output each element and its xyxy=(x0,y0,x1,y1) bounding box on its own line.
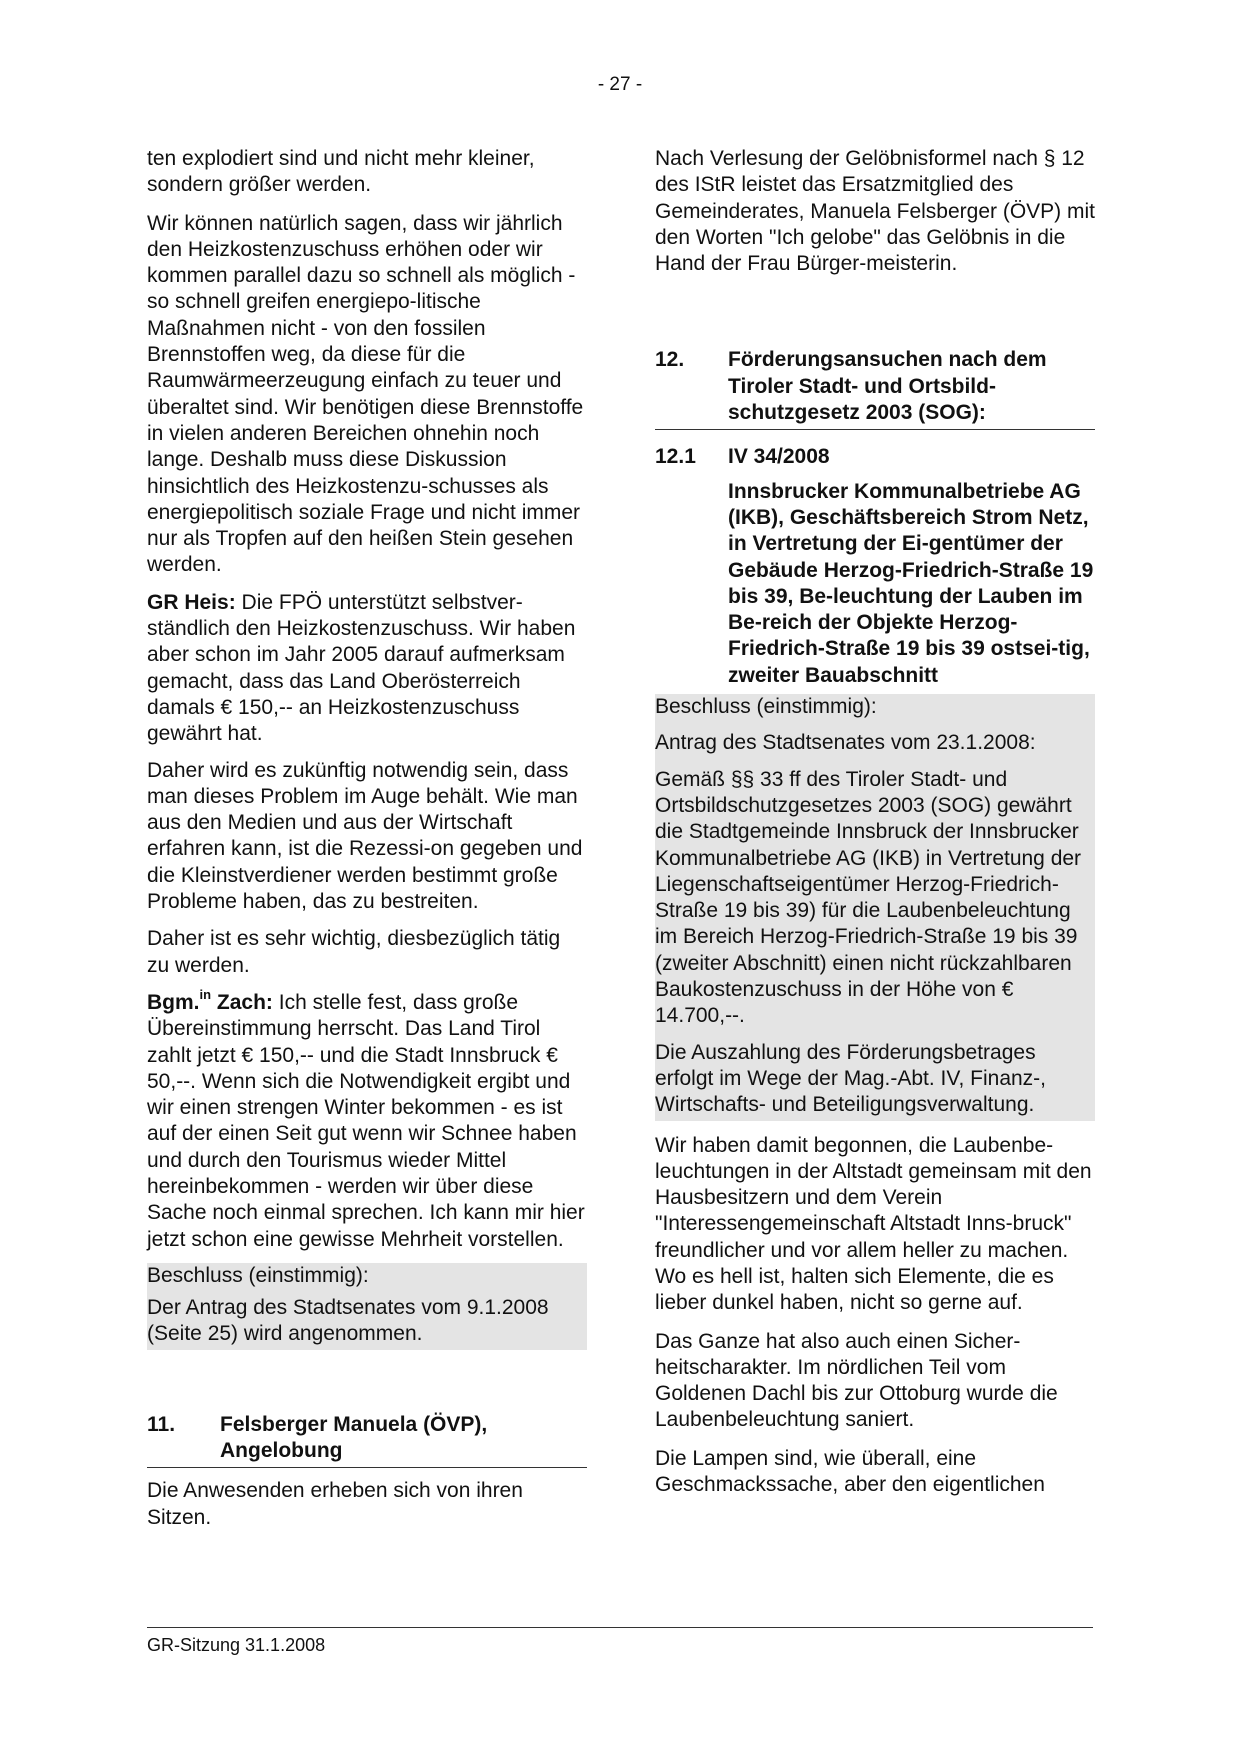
speech-zach xyxy=(147,986,587,1253)
paragraph: Daher wird es zukünftig notwendig sein, dass man dieses Problem im Auge behält. Wie man aus den Medien und aus der Wirtschaft erfahren kann, ist die Rezessi-on gegeben und die Kleinstverdiener werden bestimmt große Probleme haben, das zu bestreiten. xyxy=(147,758,583,914)
section-heading-11 xyxy=(147,1412,587,1469)
paragraph: Die Lampen sind, wie überall, eine Geschmackssache, aber den eigentlichen xyxy=(655,1446,1045,1497)
right-column xyxy=(655,146,1095,1508)
decision-text: Der Antrag des Stadtsenates vom 9.1.2008 (Seite 25) wird angenommen. xyxy=(147,1295,587,1350)
paragraph: Daher ist es sehr wichtig, diesbezüglich tätig zu werden. xyxy=(147,927,561,977)
decision-label: Beschluss (einstimmig): xyxy=(655,694,1095,730)
paragraph: Die Anwesenden erheben sich von ihren Sitzen. xyxy=(147,1479,523,1529)
motion-text: Antrag des Stadtsenates vom 23.1.2008: xyxy=(655,730,1095,766)
speaker-title-suffix: in xyxy=(199,986,212,1002)
footer: GR-Sitzung 31.1.2008 xyxy=(147,1635,326,1655)
speaker-surname: Zach: xyxy=(211,990,273,1014)
paragraph: Wir haben damit begonnen, die Laubenbe-leuchtungen in der Altstadt gemeinsam mit den Hausbesitzern und dem Verein "Interessengemeinschaft Altstadt Inns-bruck" freundlicher und vor allem heller zu machen. Wo es hell ist, halten sich Elemente, die es lieber dunkel haben, nicht so gerne auf. xyxy=(655,1133,1092,1315)
left-column xyxy=(147,146,587,1541)
section-title: Felsberger Manuela (ÖVP), Angelobung xyxy=(220,1412,488,1463)
section-number: 11. xyxy=(147,1412,176,1436)
decision-label: Beschluss (einstimmig): xyxy=(147,1263,587,1295)
paragraph: Nach Verlesung der Gelöbnisformel nach § 12 des IStR leistet das Ersatzmitglied des Gemeinderates, Manuela Felsberger (ÖVP) mit den Worten "Ich gelobe" das Gelöbnis in die Hand der Frau Bürger-meisterin. xyxy=(655,147,1096,276)
speech-text: Ich stelle fest, dass große Übereinstimmung herrscht. Das Land Tirol zahlt jetzt € 150,-- und die Stadt Innsbruck € 50,--. Wenn sich die Notwendigkeit ergibt und wir einen strengen Winter bekommen - es ist auf der einen Seit gut wenn wir Schnee haben und durch den Tourismus wieder Mittel hereinbekommen - werden wir über diese Sache noch einmal sprechen. Ich kann mir hier jetzt schon eine gewisse Mehrheit vorstellen. xyxy=(147,990,585,1251)
section-title: Förderungsansuchen nach dem Tiroler Stadt- und Ortsbild-schutzgesetz 2003 (SOG): xyxy=(728,348,1047,425)
decision-box xyxy=(147,1263,587,1350)
decision-box xyxy=(655,694,1095,1120)
payment-text: Die Auszahlung des Förderungsbetrages erfolgt im Wege der Mag.-Abt. IV, Finanz-, Wirtschafts- und Beteiligungsverwaltung. xyxy=(655,1040,1095,1121)
section-heading-12 xyxy=(655,347,1095,430)
item-number: 12.1 xyxy=(655,445,696,469)
item-description: Innsbrucker Kommunalbetriebe AG (IKB), Geschäftsbereich Strom Netz, in Vertretung der Ei-gentümer der Gebäude Herzog-Friedrich-Straße 19 bis 39, Be-leuchtung der Lauben im Be-reich der Objekte Herzog-Friedrich-Straße 19 bis 39 ostsei-tig, zweiter Bauabschnitt xyxy=(728,479,1094,687)
agenda-item-heading xyxy=(655,444,1095,470)
paragraph: Das Ganze hat also auch einen Sicher-heitscharakter. Im nördlichen Teil vom Goldenen Dachl bis zur Ottoburg wurde die Laubenbeleuchtung saniert. xyxy=(655,1329,1058,1432)
paragraph: Wir können natürlich sagen, dass wir jährlich den Heizkostenzuschuss erhöhen oder wir kommen parallel dazu so schnell als möglich - so schnell greifen energiepo-litische Maßnahmen nicht - von den fossilen Brennstoffen weg, da diese für die Raumwärmeerzeugung einfach zu teuer und überaltet sind. Wir benötigen diese Brennstoffe in vielen anderen Bereichen ohnehin noch lange. Deshalb muss diese Diskussion hinsichtlich des Heizkostenzu-schusses als energiepolitisch soziale Frage und nicht immer nur als Tropfen auf den heißen Stein gesehen werden. xyxy=(147,211,584,577)
paragraph: ten explodiert sind und nicht mehr kleiner, sondern größer werden. xyxy=(147,147,535,197)
speaker-title: Bgm. xyxy=(147,990,200,1014)
footer-divider xyxy=(147,1627,1093,1628)
speaker-name xyxy=(147,986,273,1014)
item-code: IV 34/2008 xyxy=(728,445,830,469)
section-number: 12. xyxy=(655,348,685,372)
speech-text: Die FPÖ unterstützt selbstver-ständlich den Heizkostenzuschuss. Wir haben aber schon im Jahr 2005 darauf aufmerksam gemacht, dass das Land Oberösterreich damals € 150,-- an Heizkostenzuschuss gewährt hat. xyxy=(147,590,576,746)
speaker-name: GR Heis: xyxy=(147,590,236,614)
decision-text: Gemäß §§ 33 ff des Tiroler Stadt- und Ortsbildschutzgesetzes 2003 (SOG) gewährt die Stadtgemeinde Innsbruck der Innsbrucker Kommunalbetriebe AG (IKB) in Vertretung der Liegenschaftseigentümer Herzog-Friedrich-Straße 19 bis 39) für die Laubenbeleuchtung im Bereich Herzog-Friedrich-Straße 19 bis 39 (zweiter Abschnitt) einen nicht rückzahlbaren Baukostenzuschuss in der Höhe von € 14.700,--. xyxy=(655,767,1095,1040)
speech-heis xyxy=(147,590,587,748)
page-number: - 27 - xyxy=(597,74,643,95)
